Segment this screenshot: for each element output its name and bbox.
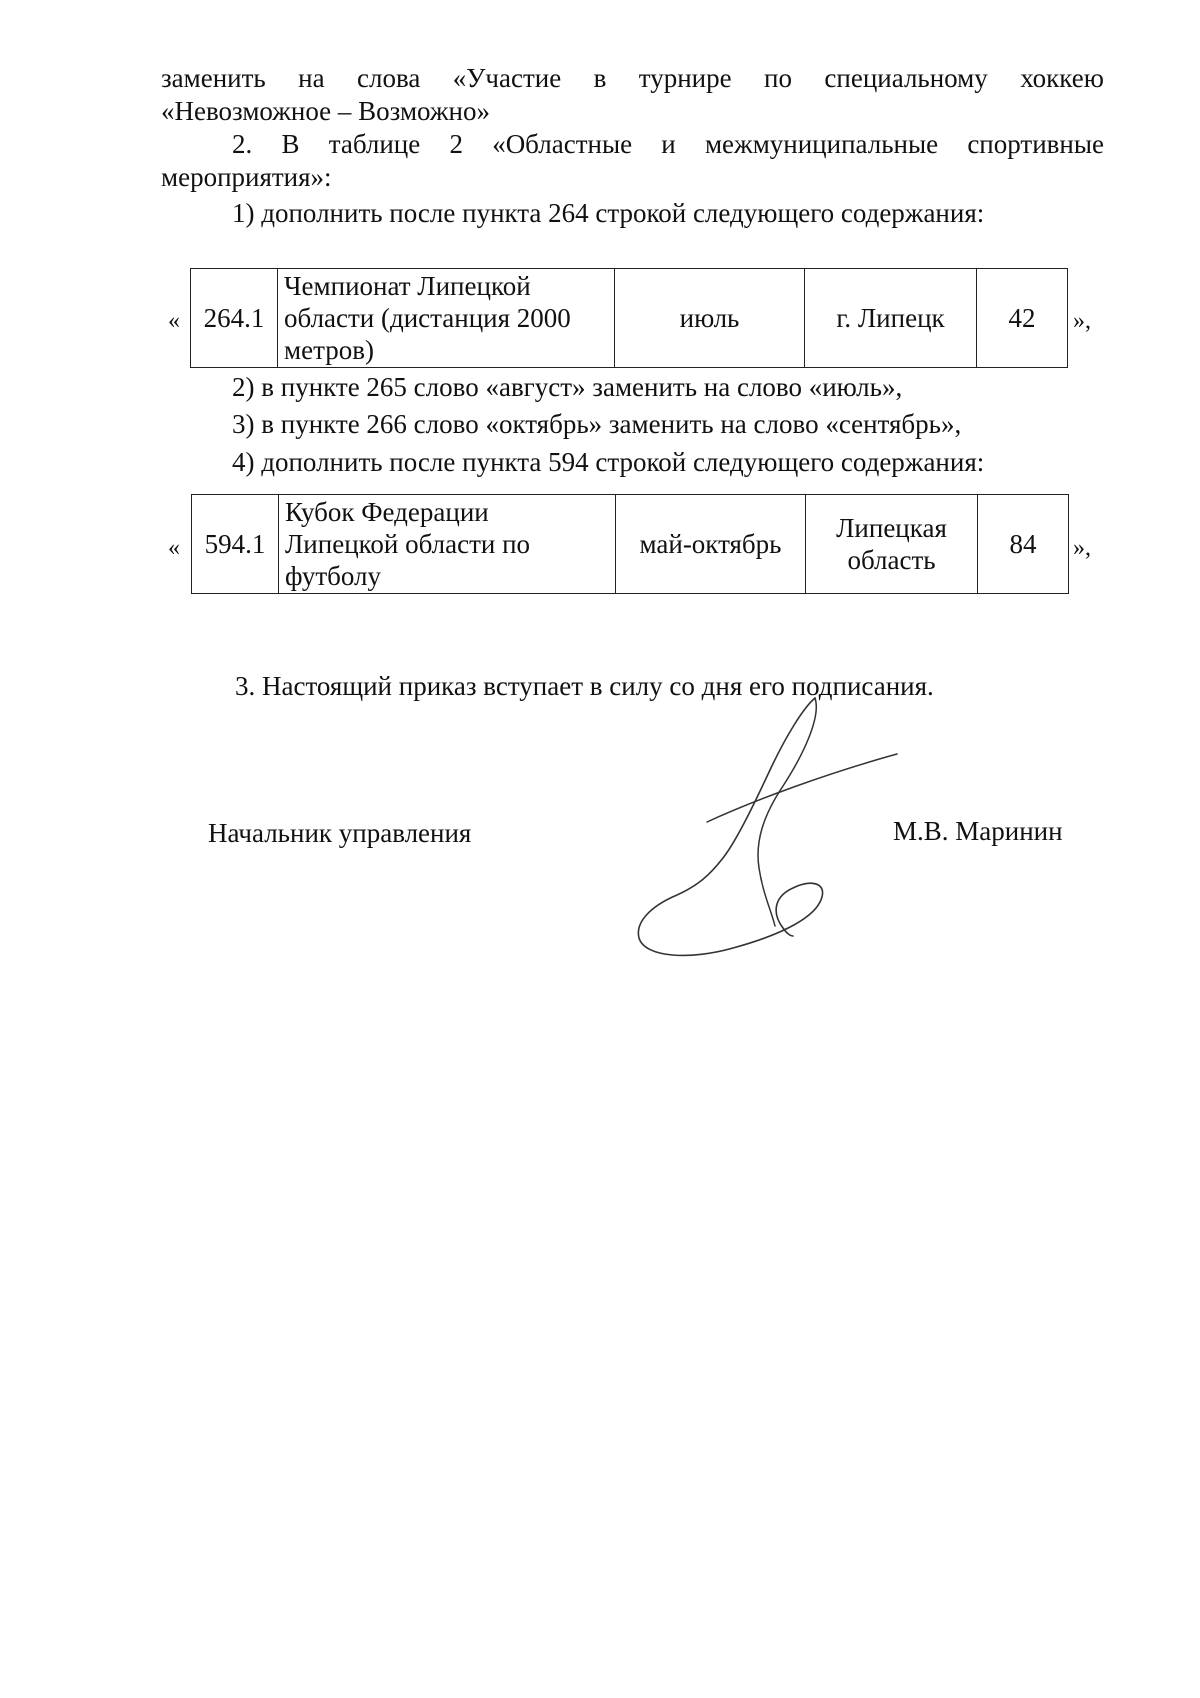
cell-count: 42 [977,269,1068,368]
cell-period: май-октябрь [616,495,806,594]
subitem-2: 2) в пункте 265 слово «август» заменить на слово «июль», [232,372,903,402]
item-2-word: 2 [449,129,463,159]
item-2-word: 2. [232,129,253,159]
cell-number: 264.1 [191,269,278,368]
intro-line-1 [161,62,1104,95]
intro-line-2: «Невозможное – Возможно» [161,96,490,126]
cell-event-name [278,269,615,368]
event-name-line: метров) [284,335,374,365]
close-quote: », [1073,308,1091,334]
inserted-row-table-2 [191,494,1069,594]
signer-name: М.В. Маринин [893,816,1063,846]
intro-word: слова [357,63,421,93]
handwritten-signature [615,690,915,970]
open-quote: « [168,535,180,561]
event-name-line: Липецкой области по [285,529,531,559]
item-2-word: и [661,129,676,159]
intro-word: на [298,63,325,93]
item-2-line-1 [232,128,1104,161]
item-2-word: «Областные [492,129,633,159]
item-2-word: межмуниципальные [704,129,939,159]
intro-word: «Участие [452,63,562,93]
item-2-word: таблице [328,129,421,159]
place-line: Липецкая [836,513,947,543]
intro-word: турнире [638,63,732,93]
item-2-word: В [281,129,300,159]
cell-event-name [279,495,616,594]
event-name-line: Чемпионат Липецкой [284,271,531,301]
event-name-line: футболу [285,561,381,591]
cell-place [806,495,978,594]
item-2-line-2: мероприятия»: [161,162,332,192]
item-2-word: спортивные [967,129,1104,159]
item-3: 3. Настоящий приказ вступает в силу со дня его подписания. [235,671,934,701]
event-name-line: области (дистанция 2000 [284,303,571,333]
cell-place: г. Липецк [805,269,977,368]
cell-number: 594.1 [192,495,279,594]
close-quote: », [1073,535,1091,561]
subitem-3: 3) в пункте 266 слово «октябрь» заменить на слово «сентябрь», [232,409,962,439]
intro-word: заменить [161,63,266,93]
cell-period: июль [615,269,805,368]
inserted-row-table-1 [190,268,1068,368]
open-quote: « [168,308,180,334]
cell-count: 84 [978,495,1069,594]
subitem-4: 4) дополнить после пункта 594 строкой следующего содержания: [232,447,985,477]
event-name-line: Кубок Федерации [285,497,489,527]
intro-word: по [764,63,792,93]
intro-word: специальному [824,63,988,93]
place-line: область [847,545,936,575]
table-row [192,495,1069,594]
subitem-1: 1) дополнить после пункта 264 строкой следующего содержания: [232,198,985,228]
intro-word: хоккею [1020,63,1104,93]
position-title: Начальник управления [208,818,472,848]
intro-word: в [593,63,607,93]
table-row [191,269,1068,368]
